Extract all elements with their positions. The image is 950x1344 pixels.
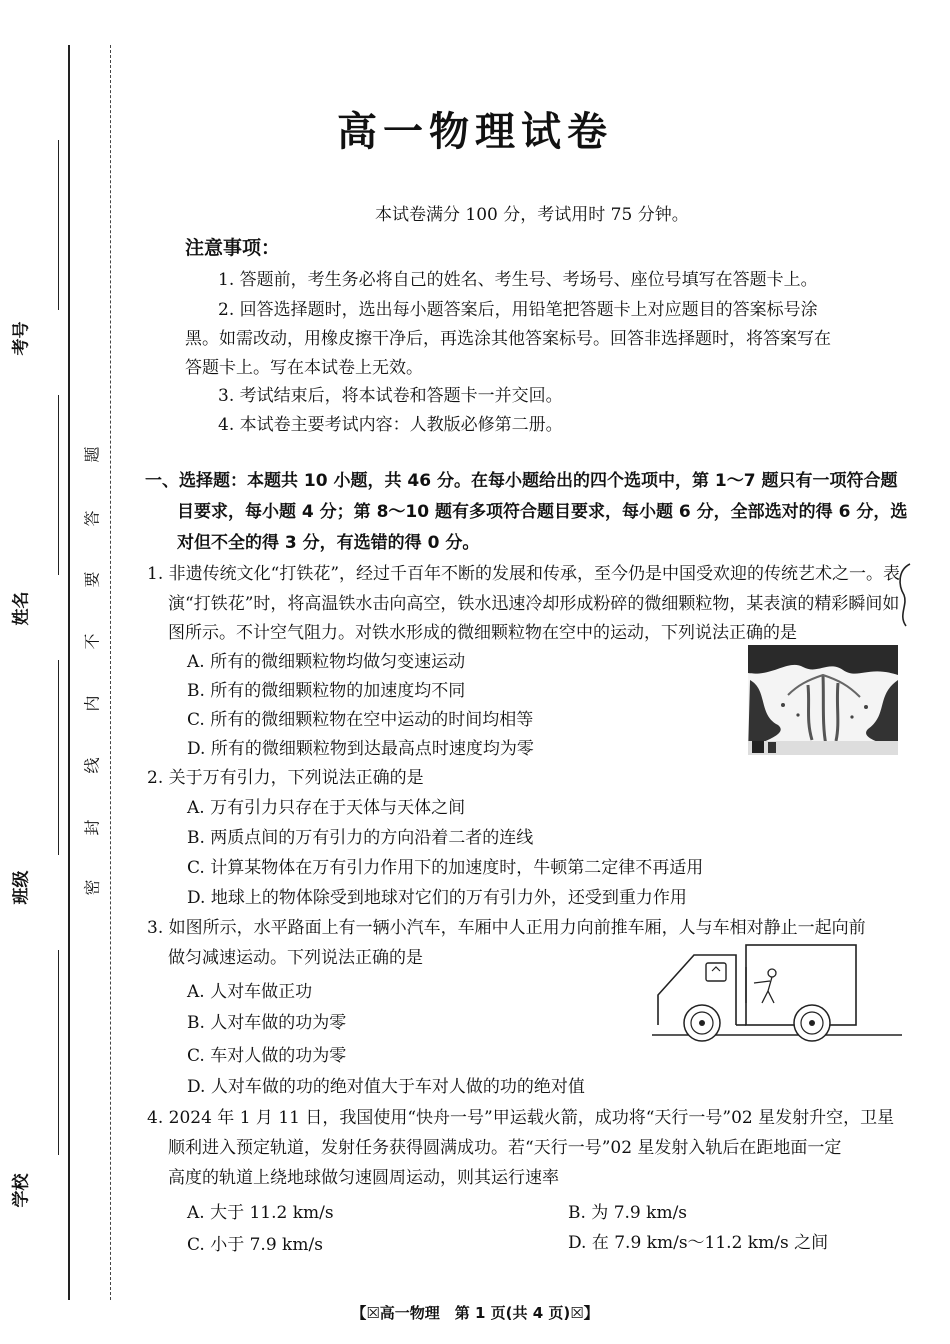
seal-char: 内 (82, 695, 102, 712)
page-footer: 【☒高一物理 第 1 页(共 4 页)☒】 (351, 1304, 599, 1322)
question-stem: 2. 关于万有引力，下列说法正确的是 (147, 768, 424, 788)
side-field-class: 班级 (11, 870, 32, 905)
question-stem: 顺利进入预定轨道，发射任务获得圆满成功。若“天行一号”02 星发射入轨后在距地面一定 (168, 1138, 842, 1158)
question-stem: 1. 非遗传统文化“打铁花”，经过千百年不断的发展和传承，至今仍是中国受欢迎的传统艺术之一。表 (147, 564, 901, 584)
name-underline (58, 395, 59, 575)
side-field-exam-number: 考号 (11, 321, 32, 356)
page-title: 高一物理试卷 (337, 109, 613, 155)
side-field-school: 学校 (11, 1173, 32, 1208)
notice-line: 答题卡上。写在本试卷上无效。 (185, 358, 423, 378)
truck-diagram (650, 943, 905, 1043)
seal-char: 不 (82, 633, 102, 650)
seal-char: 要 (82, 571, 102, 588)
question-stem: 3. 如图所示，水平路面上有一辆小汽车，车厢中人正用力向前推车厢，人与车相对静止一起向前 (147, 918, 866, 938)
notice-line: 2. 回答选择题时，选出每小题答案后，用铅笔把答题卡上对应题目的答案标号涂 (218, 300, 818, 320)
notice-line: 4. 本试卷主要考试内容：人教版必修第二册。 (218, 415, 563, 435)
section-instruction: 对但不全的得 3 分，有选错的得 0 分。 (177, 533, 480, 553)
question-stem: 4. 2024 年 1 月 11 日，我国使用“快舟一号”甲运载火箭，成功将“天行一号”02 星发射升空，卫星 (147, 1108, 895, 1128)
option: A. 所有的微细颗粒物均做匀变速运动 (187, 652, 466, 672)
option: D. 在 7.9 km/s～11.2 km/s 之间 (568, 1233, 829, 1253)
notice-line: 黑。如需改动，用橡皮擦干净后，再选涂其他答案标号。回答非选择题时，将答案写在 (185, 329, 831, 349)
option: D. 地球上的物体除受到地球对它们的万有引力外，还受到重力作用 (187, 888, 687, 908)
intro-text: 本试卷满分 100 分，考试用时 75 分钟。 (375, 205, 689, 225)
seal-char: 线 (82, 757, 102, 774)
option: A. 人对车做正功 (187, 982, 313, 1002)
option: C. 小于 7.9 km/s (187, 1235, 323, 1255)
question-stem: 演“打铁花”时，将高温铁水击向高空，铁水迅速冷却形成粉碎的微细颗粒物，某表演的精彩瞬间如 (168, 594, 900, 614)
notice-line: 3. 考试结束后，将本试卷和答题卡一并交回。 (218, 386, 563, 406)
option: C. 车对人做的功为零 (187, 1046, 347, 1066)
option: D. 人对车做的功的绝对值大于车对人做的功的绝对值 (187, 1077, 585, 1097)
seal-char: 题 (82, 446, 102, 463)
seal-line (110, 45, 111, 1300)
exam-number-underline (58, 140, 59, 310)
seal-char: 密 (82, 879, 102, 896)
seal-char: 答 (82, 510, 102, 527)
option: A. 大于 11.2 km/s (187, 1203, 334, 1223)
option: C. 所有的微细颗粒物在空中运动的时间均相等 (187, 710, 534, 730)
question-stem: 做匀减速运动。下列说法正确的是 (168, 948, 423, 968)
option: B. 两质点间的万有引力的方向沿着二者的连线 (187, 828, 534, 848)
option: B. 为 7.9 km/s (568, 1203, 688, 1223)
seal-char: 封 (82, 819, 102, 836)
side-field-name: 姓名 (11, 591, 32, 626)
iron-flower-photo (748, 645, 898, 755)
question-stem: 图所示。不计空气阻力。对铁水形成的微细颗粒物在空中的运动，下列说法正确的是 (168, 623, 797, 643)
school-underline (58, 950, 59, 1155)
binding-line (68, 45, 70, 1300)
notice-line: 1. 答题前，考生务必将自己的姓名、考生号、考场号、座位号填写在答题卡上。 (218, 270, 818, 290)
section-instruction: 一、选择题：本题共 10 小题，共 46 分。在每小题给出的四个选项中，第 1～7 题只有一项符合题 (145, 471, 898, 491)
option: B. 人对车做的功为零 (187, 1013, 347, 1033)
option: C. 计算某物体在万有引力作用下的加速度时，牛顿第二定律不再适用 (187, 858, 704, 878)
option: A. 万有引力只存在于天体与天体之间 (187, 798, 466, 818)
question-stem: 高度的轨道上绕地球做匀速圆周运动，则其运行速率 (168, 1168, 559, 1188)
notice-heading: 注意事项： (185, 237, 281, 259)
option: D. 所有的微细颗粒物到达最高点时速度均为零 (187, 739, 534, 759)
section-instruction: 目要求，每小题 4 分；第 8～10 题有多项符合题目要求，每小题 6 分，全部选对的得 6 分，选 (177, 502, 908, 522)
handwritten-bracket (890, 560, 920, 630)
class-underline (58, 660, 59, 855)
option: B. 所有的微细颗粒物的加速度均不同 (187, 681, 466, 701)
